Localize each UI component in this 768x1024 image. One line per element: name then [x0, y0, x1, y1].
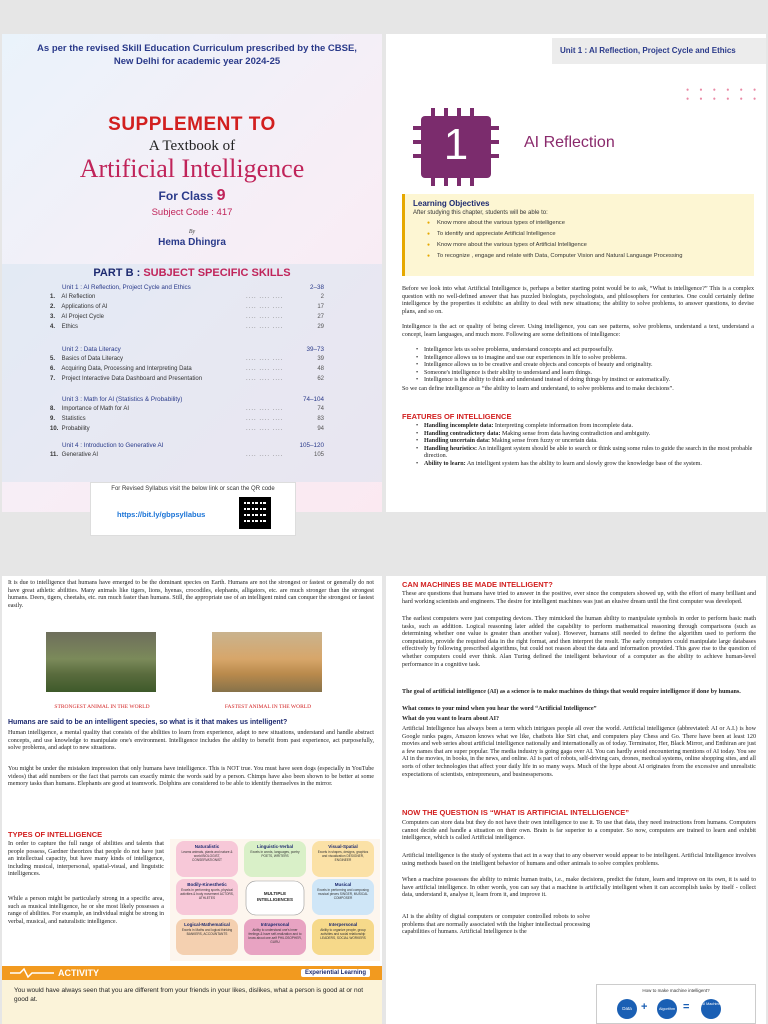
chapter-num: 9.	[50, 416, 56, 422]
supplement-heading: SUPPLEMENT TO	[108, 114, 276, 135]
syllabus-qr-box	[90, 482, 296, 536]
intelligence-type-desc: Excels in shapes, designs, graphics and visualization DESIGNER, ENGINEER	[317, 850, 369, 862]
chapter-page: 83	[317, 416, 324, 422]
features-list	[416, 423, 754, 469]
equals-icon: =	[683, 1001, 690, 1013]
objective-item: ● Know more about the various types of intelligence	[427, 220, 682, 231]
chapter-num: 4.	[50, 324, 56, 330]
leader-dots: .... .... ....	[246, 304, 284, 310]
experiential-badge: Experiential Learning	[301, 969, 370, 977]
class-line	[2, 187, 382, 205]
toc-chapter-row[interactable]	[50, 304, 324, 310]
objectives-intro: After studying this chapter, students will be able to:	[413, 210, 548, 216]
chapter-num: 7.	[50, 376, 56, 382]
leader-dots: .... .... ....	[246, 376, 284, 382]
definition-summary: So we can define intelligence as “the ability to learn and understand, to solve problems and to make decisions”.	[402, 386, 674, 392]
intelligence-type-desc: Excels in performing sports, physical activities & body movement ACTORS, ATHLETES	[180, 888, 234, 900]
leader-dots: .... .... ....	[246, 416, 284, 422]
activity-text: You would have always seen that you are different from your friends in your likes, dislikes, what a person is good at or not good at.	[14, 987, 364, 1003]
unit-tag: Unit 1 : AI Reflection, Project Cycle and Ethics	[552, 38, 766, 64]
leader-dots: .... .... ....	[246, 426, 284, 432]
types-heading: TYPES OF INTELLIGENCE	[8, 830, 103, 839]
content-page-right	[386, 576, 766, 1024]
multiple-intelligences-center: MULTIPLE INTELLIGENCES	[256, 891, 293, 902]
definition-item: • Intelligence allows us to imagine and use our experiences in life to solve problems.	[416, 355, 754, 363]
ai-question-2: What do you want to learn about AI?	[402, 716, 500, 722]
chapter-page	[386, 34, 766, 512]
intelligence-type-desc: Learns animals, plants and nature & world BIOLOGIST, CONSERVATIONIST	[181, 850, 233, 862]
leader-dots: .... .... ....	[246, 324, 284, 330]
unit-pages: 74–104	[302, 396, 324, 403]
chapter-page: 2	[320, 294, 324, 300]
definitions-list	[416, 347, 754, 385]
fastest-caption: FASTEST ANIMAL IN THE WORLD	[224, 704, 312, 710]
chapter-name: Acquiring Data, Processing and Interpreting Data	[61, 366, 192, 372]
chapter-page: 105	[313, 452, 324, 458]
chapter-page: 62	[317, 376, 324, 382]
leader-dots: .... .... ....	[246, 356, 284, 362]
toc-unit-heading[interactable]	[62, 396, 324, 403]
chapter-num: 1.	[50, 294, 56, 300]
machines-heading: CAN MACHINES BE MADE INTELLIGENT?	[402, 580, 553, 589]
definition-item: • Someone's intelligence is their ability to understand and learn things.	[416, 370, 754, 378]
feature-name: Handling incomplete data:	[424, 423, 494, 429]
unit-title: Unit 4 : Introduction to Generative AI	[62, 442, 164, 449]
leader-dots: .... .... ....	[246, 452, 284, 458]
chapter-page: 29	[317, 324, 324, 330]
intro-paragraph: Before we look into what Artificial Intelligence is, perhaps a better starting point would be to ask, “What is intelligence?” This is a complex question with no well-defined answer that has puzzled biologists, psychologists, and philosophers for centuries. One could certainly define intelligence by the properties it exhibits: an ability to deal with new situations; the ability to solve problems, to answer questions, to devise plans, and so on.	[402, 286, 754, 315]
toc-chapter-row[interactable]	[50, 416, 324, 422]
feature-name: Handling heuristics:	[424, 445, 477, 452]
intelligent-species-question: Humans are said to be an intelligent species, so what is it that makes us intelligent?	[8, 719, 288, 726]
definition-item: • Intelligence lets us solve problems, understand concepts and act purposefully.	[416, 347, 754, 355]
feature-name: Handling uncertain data:	[424, 438, 491, 445]
toc-chapter-row[interactable]	[50, 366, 324, 372]
human-intelligence-paragraph: Human intelligence, a mental quality that consists of the abilities to learn from experience, adapt to new situations, understand and handle abstract concepts, and use knowledge to manipulate one's environment. Intelligence includes the ability to benefit from past experience, act purposefully, solve problems, and adapt to new situations.	[8, 730, 374, 752]
toc-unit-heading[interactable]	[62, 442, 324, 449]
toc-chapter-row[interactable]	[50, 452, 324, 458]
chapter-page: 74	[317, 406, 324, 412]
feature-item	[416, 446, 754, 461]
unit-title: Unit 2 : Data Literacy	[62, 346, 121, 353]
abilities-paragraph: While a person might be particularly strong in a specific area, such as musical intelligence, he or she most likely possesses a range of abilities. For example, an individual might be strong in verbal, musical, and naturalistic intelligence.	[8, 896, 164, 925]
animal-intelligence-paragraph: You might be under the mistaken impression that only humans have intelligence. This is NOT true. You must have seen dogs (especially in YouTube videos) that add numbers or the fact that parrots can exactly mimic the words said by a person. Chimps have also been shown to be better at some memory tasks than humans. Elephants are good at teamwork. Dolphins are considered to be able to identify themselves in the mirror.	[8, 766, 374, 788]
chapter-name: Importance of Math for AI	[61, 406, 130, 412]
feature-name: Handling contradictory data:	[424, 430, 501, 437]
ai-study-paragraph: Artificial intelligence is the study of systems that act in a way that to any observer would appear to be intelligent. Artificial Intelligence involves using methods based on the intelligent behavior of humans and other animals to solve complex problems.	[402, 853, 756, 867]
ai-machine-diagram	[596, 984, 756, 1024]
intelligence-type-desc: Ability to understand one's inner feelings & have self-realization and to know about one-self PHILOSOPHER, GURU	[248, 928, 302, 944]
chapter-name: Project Interactive Data Dashboard and Presentation	[61, 376, 203, 382]
algorithm-circle: Algorithm	[657, 999, 677, 1019]
chapter-name: Probability	[61, 426, 90, 432]
chapter-num: 6.	[50, 366, 56, 372]
objective-item: ● To recognize , engage and relate with Data, Computer Vision and Natural Language Processing	[427, 253, 682, 264]
objectives-list	[427, 220, 682, 264]
subject-code: Subject Code : 417	[151, 207, 233, 218]
ai-goal: The goal of artificial intelligence (AI) as a science is to make machines do things that would require intelligence if done by humans.	[402, 689, 741, 695]
crocodile-image	[46, 632, 156, 692]
ai-ability-paragraph: AI is the ability of digital computers or computer controlled robots to solve problems that are normally associated with the higher intellectual processing capabilities of humans. Artificial Intelligence is the	[402, 914, 590, 936]
machine-traits-paragraph: When a machine possesses the ability to mimic human traits, i.e., make decisions, predict the future, learn and improve on its own, it is said to have artificial intelligence. In other words, you can say that a machine is artificially intelligent when it can accomplish tasks by itself - collect data, understand it, analyse it, learn from it, and improve it.	[402, 877, 756, 899]
objective-item: ● Know more about the various types of Artificial Intelligence	[427, 242, 682, 253]
intelligence-type-title: Musical	[334, 882, 352, 887]
syllabus-link[interactable]: https://bit.ly/gbpsyllabus	[117, 510, 206, 519]
chapter-number: 1	[443, 120, 469, 169]
content-page-left	[2, 576, 382, 1024]
toc-chapter-row[interactable]	[50, 426, 324, 432]
chapter-page: 94	[317, 426, 324, 432]
leader-dots: .... .... ....	[246, 294, 284, 300]
ai-machine-circle: AI Machine	[701, 999, 721, 1019]
intelligence-type-desc: Excels in performing and composing musical pieces SINGER, MUSICAL COMPOSER	[317, 888, 369, 900]
intelligence-paragraph: Intelligence is the act or quality of being clever. Using intelligence, you can see patterns, solve problems, understand a text, understand a concept, learn languages, and much more. Following are some definitions of intelligence:	[402, 324, 754, 338]
chapter-num: 8.	[50, 406, 56, 412]
feature-desc: Making sense from data having contradiction and ambiguity.	[500, 430, 651, 437]
intelligence-type-title: Visual-Spatial	[328, 844, 358, 849]
chapter-num: 5.	[50, 356, 56, 362]
leader-dots: .... .... ....	[246, 366, 284, 372]
cover-page	[2, 34, 382, 519]
class-label: For Class	[158, 189, 214, 203]
feature-name: Ability to learn:	[424, 460, 466, 467]
book-title: Artificial Intelligence	[79, 154, 305, 183]
diagram-title: How to make machine intelligent?	[642, 988, 710, 993]
intelligence-type-title: Linguistic-Verbal	[256, 844, 294, 849]
author-name: Hema Dhingra	[158, 237, 226, 248]
computers-data-paragraph: Computers can store data but they do not have their own intelligence to use it. To use that data, they need instructions from humans. Computers cannot decide and handle a situation on their own. Brain is far superior to a computer. So now, computers are trained to learn and exhibit intelligence, which is called Artificial intelligence.	[402, 820, 756, 842]
toc-chapter-row[interactable]	[50, 376, 324, 382]
feature-item	[416, 438, 754, 446]
definition-item: • Intelligence is the ability to think and understand instead of doing things by instinct or automatically.	[416, 377, 754, 385]
toc-chapter-row[interactable]	[50, 314, 324, 320]
toc-unit-heading[interactable]	[62, 346, 324, 353]
feature-item	[416, 423, 754, 431]
feature-desc: An intelligent system should be able to search or think using some rules to guide the search in the most probable direction.	[424, 445, 753, 460]
ai-question-1: What comes to your mind when you hear the word “Artificial Intelligence”	[402, 706, 597, 712]
plus-icon: +	[641, 1001, 648, 1013]
chapter-name: Basics of Data Literacy	[61, 356, 124, 362]
earliest-computers-paragraph: The earliest computers were just computing devices. They mimicked the human ability to manipulate symbols in order to perform basic math tasks, such as addition. Logical reasoning later added the capability to perform mathematical reasoning through comparisons (such as determining whether one value is greater than another value). However, humans still needed to define the algorithm used to perform the computation, provide the required data in the right format, and then interpret the result. The early computers could manipulate large databases effectively by following prescribed algorithms, but could not reason about the data and information provided. This gave rise to the question of whether computers could ever think. Alan Turing defined the intelligent behaviour of a computer as the ability to achieve human-level performance in a cognitive task.	[402, 616, 756, 668]
intelligence-type-title: Intrapersonal	[260, 922, 290, 927]
objective-item: ● To identify and appreciate Artificial Intelligence	[427, 231, 682, 242]
feature-desc: Making sense from fuzzy or uncertain data.	[490, 438, 598, 445]
what-is-ai-heading: NOW THE QUESTION IS “WHAT IS ARTIFICIAL INTELLIGENCE”	[402, 808, 629, 817]
table-of-contents	[2, 264, 382, 482]
chapter-name: Applications of AI	[61, 304, 108, 310]
machines-paragraph: These are questions that humans have tried to answer in the positive, ever since the computers showed up, with the effort of many brilliant and hard working scientists and engineers. The desire for intelligent machines was just an elusive dream until the first computer was developed.	[402, 591, 756, 605]
unit-pages: 2–38	[309, 284, 324, 291]
toc-chapter-row[interactable]	[50, 294, 324, 300]
toc-unit-heading[interactable]	[62, 284, 324, 291]
dominance-paragraph: It is due to intelligence that humans have emerged to be the dominant species on Earth. Humans are not the strongest or fastest or generally do not have great athletic abilities. Many animals like tigers, lions, hyenas, crocodiles, elephants, alligators, etc. are much stronger than the strongest humans. Deers, tigers, cheetahs, etc. run much faster than humans. Still, the appropriate use of an intelligent mind can conquer the strongest or fastest easily.	[8, 580, 374, 609]
features-heading: FEATURES OF INTELLIGENCE	[402, 412, 512, 421]
definition-item: • Intelligence allows us to be creative and create objects and concepts of beauty and originality.	[416, 362, 754, 370]
feature-desc: An intelligent system has the ability to learn and slowly grow the knowledge base of the system.	[465, 460, 702, 467]
chapter-title: AI Reflection	[524, 134, 615, 151]
multiple-intelligences-diagram	[170, 839, 380, 961]
chapter-name: Ethics	[61, 324, 79, 330]
chapter-name: AI Project Cycle	[61, 314, 105, 320]
objectives-title: Learning Objectives	[413, 199, 490, 208]
intelligence-type-desc: Ability to organize people, group activities and social relationship LEADERS, SOCIAL WORKERS	[320, 928, 366, 940]
unit-title: Unit 3 : Math for AI (Statistics & Probability)	[62, 396, 183, 403]
gardner-paragraph: In order to capture the full range of abilities and talents that people possess, Gardner theorizes that people do not have just an intellectual capacity, but have many kinds of intelligence, including musical, interpersonal, spatial-visual, and linguistic intelligences.	[8, 841, 164, 878]
intelligence-type-desc: Excels in words, languages, poetry POETS, WRITERS	[250, 850, 300, 858]
chapter-page: 48	[317, 366, 324, 372]
chapter-num: 2.	[50, 304, 56, 310]
leader-dots: .... .... ....	[246, 406, 284, 412]
chapter-page: 39	[317, 356, 324, 362]
toc-chapter-row[interactable]	[50, 356, 324, 362]
chapter-num: 11.	[50, 452, 59, 458]
unit-title: Unit 1 : AI Reflection, Project Cycle and Ethics	[62, 284, 191, 291]
decorative-dots: • • • • • • • • • • • •	[686, 85, 761, 104]
cheetah-image	[212, 632, 322, 692]
data-circle: Data	[617, 999, 637, 1019]
activity-title: ACTIVITY	[58, 968, 100, 978]
chapter-page: 17	[317, 304, 324, 310]
chapter-chip-icon	[421, 116, 491, 178]
learning-objectives-box	[402, 194, 754, 276]
chapter-name: Generative AI	[61, 452, 99, 458]
unit-pages: 39–73	[306, 346, 324, 353]
qr-instruction: For Revised Syllabus visit the below link or scan the QR code	[111, 486, 275, 492]
by-label: By	[188, 229, 196, 235]
toc-chapter-row[interactable]	[50, 406, 324, 412]
class-number: 9	[216, 187, 226, 204]
unit-pages: 105–120	[299, 442, 324, 449]
intelligence-type-title: Naturalistic	[194, 844, 220, 849]
chapter-page: 27	[317, 314, 324, 320]
part-b-heading	[2, 267, 382, 279]
chapter-name: AI Reflection	[61, 294, 96, 300]
part-b-title: SUBJECT SPECIFIC SKILLS	[143, 267, 291, 279]
chapter-name: Statistics	[61, 416, 86, 422]
chapter-num: 3.	[50, 314, 56, 320]
intelligence-type-desc: Excels in Maths and logical thinking BANKERS, ACCOUNTANTS	[181, 928, 233, 936]
feature-item	[416, 461, 754, 469]
ai-intrigue-paragraph: Artificial Intelligence has always been a term which intrigues people all over the world. Artificial intelligence (abbreviated: AI or A.I.) is how Google ranks pages, Amazon knows what we like, chatbots like Siri chat, and computers play Chess and Go. There have been at least 120 movies and web series about artificial intelligence nationally and internationally as of today. Terminator, Her, Black Mirror, and Enthiran are just a few names that are super popular. The media industry is going gaga over AI. You can hardly avoid encountering mentions of AI today. You see AI in the movies, in books, in the news, and online. AI is part of robots, self-driving cars, drones, medical systems, online shopping sites, and all sorts of other technologies that affect your daily life in so many ways. Much of the hype about AI originates from the excessive and unrealistic expectations of scientists, entrepreneurs, and businesspersons.	[402, 726, 756, 778]
intelligence-type-title: Logical-Mathematical	[184, 922, 230, 927]
toc-chapter-row[interactable]	[50, 324, 324, 330]
chapter-num: 10.	[50, 426, 59, 432]
leader-dots: .... .... ....	[246, 314, 284, 320]
feature-desc: Interpreting complete information from incomplete data.	[493, 423, 634, 429]
textbook-subtitle: A Textbook of	[148, 138, 236, 154]
curriculum-note: As per the revised Skill Education Curriculum prescribed by the CBSE, New Delhi for academic year 2024-25	[37, 43, 357, 67]
qr-code-icon[interactable]	[239, 497, 271, 529]
part-b-label: PART B :	[93, 267, 141, 279]
activity-squiggle-icon	[10, 968, 54, 978]
strongest-caption: STRONGEST ANIMAL IN THE WORLD	[54, 704, 150, 710]
activity-box	[2, 966, 382, 1024]
intelligence-type-title: Interpersonal	[328, 922, 358, 927]
intelligence-type-title: Bodily-Kinesthetic	[187, 882, 227, 887]
